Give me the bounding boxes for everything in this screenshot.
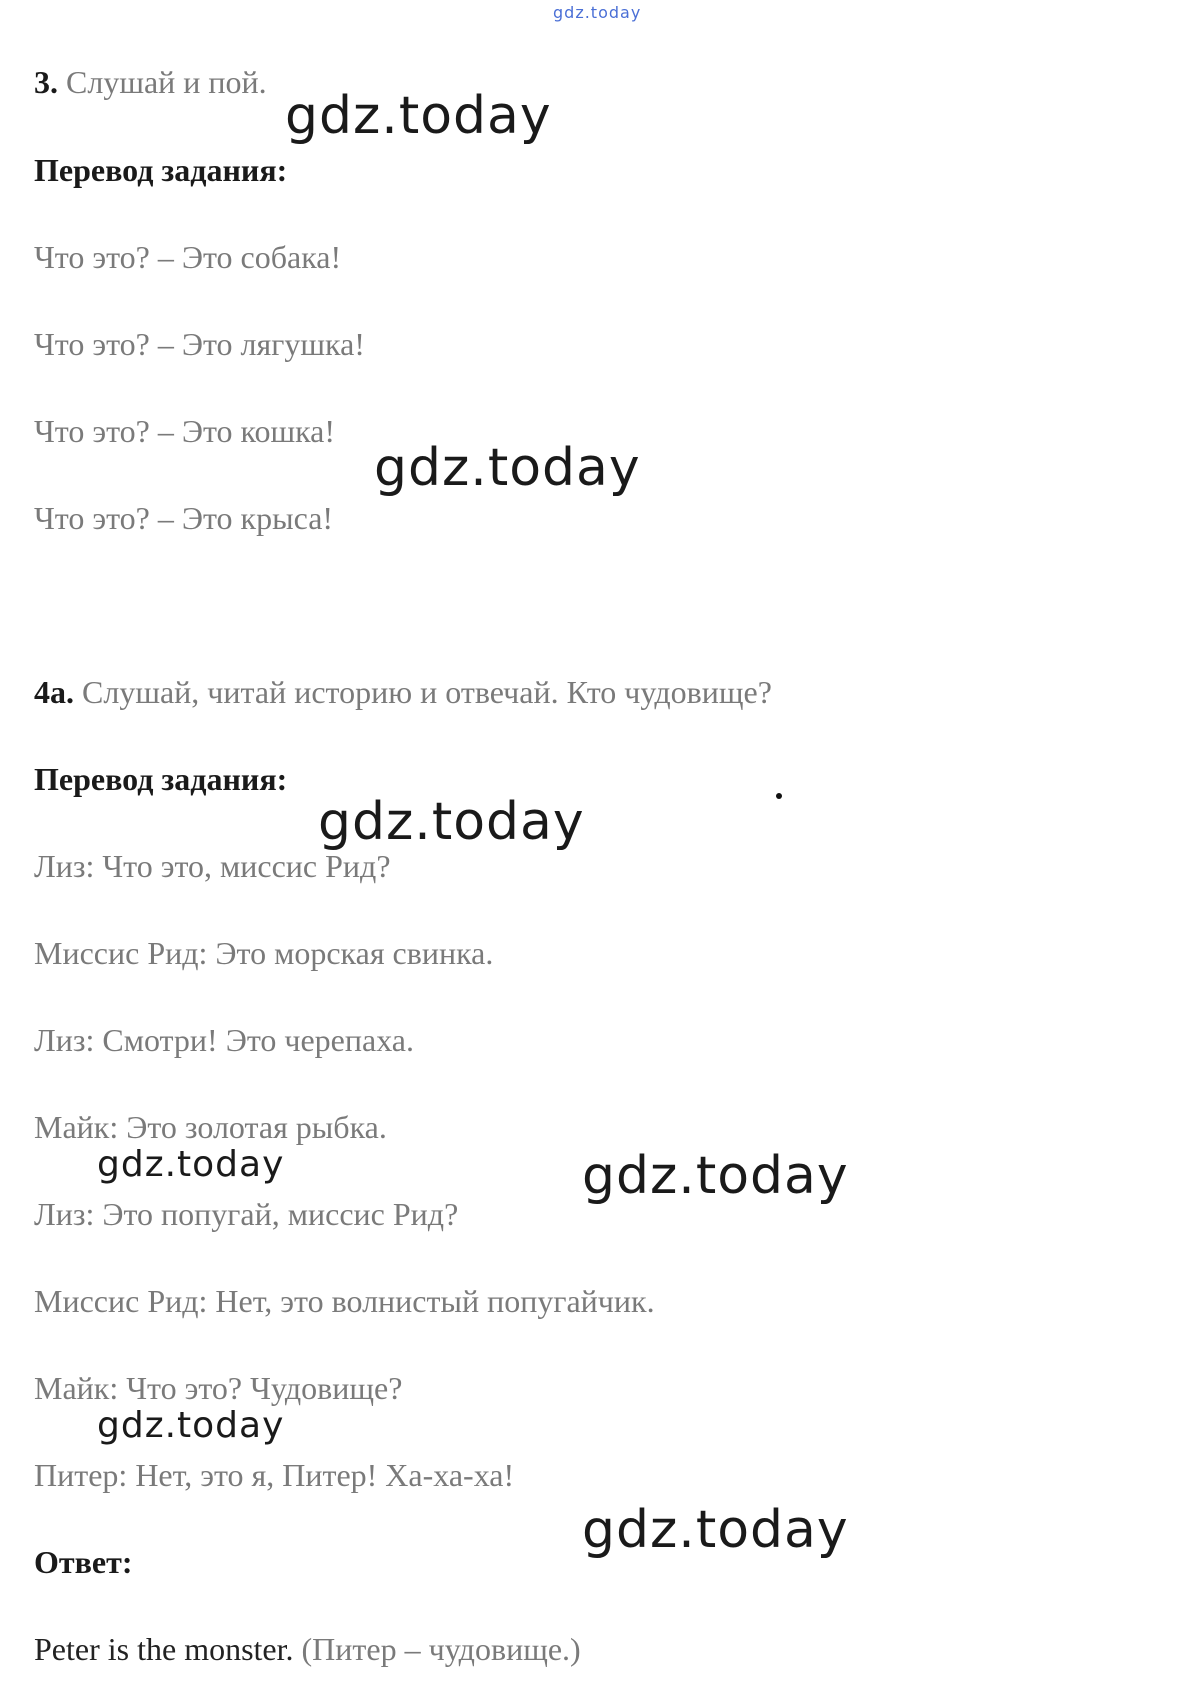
task4a-answer-heading: Ответ: [34,1544,133,1580]
stray-dot [776,793,782,799]
task4a-line-8: Питер: Нет, это я, Питер! Ха-ха-ха! [34,1457,515,1493]
task4a-line-6: Миссис Рид: Нет, это волнистый попугайчик. [34,1283,655,1319]
task4a-line-1: Лиз: Что это, миссис Рид? [34,848,391,884]
task3-translation-heading: Перевод задания: [34,152,288,188]
task3-number: 3. [34,64,58,100]
task4a-line-5: Лиз: Это попугай, миссис Рид? [34,1196,459,1232]
task4a-title [34,672,772,712]
watermark: gdz.today [285,86,552,146]
watermark: gdz.today [97,1144,285,1185]
task4a-answer [34,1629,581,1669]
task4a-line-7: Майк: Что это? Чудовище? [34,1370,403,1406]
task4a-line-4: Майк: Это золотая рыбка. [34,1109,387,1145]
watermark: gdz.today [374,438,641,498]
watermark: gdz.today [582,1146,849,1206]
watermark: gdz.today [318,792,585,852]
task3-line-2: Что это? – Это лягушка! [34,326,365,362]
task3-line-3: Что это? – Это кошка! [34,413,336,449]
task4a-line-2: Миссис Рид: Это морская свинка. [34,935,494,971]
watermark-top: gdz.today [553,3,642,22]
task3-instruction: Слушай и пой. [66,64,267,100]
task3-line-1: Что это? – Это собака! [34,239,342,275]
answer-english: Peter is the monster. [34,1631,294,1667]
answer-russian: (Питер – чудовище.) [301,1631,581,1667]
task3-title [34,62,267,102]
watermark: gdz.today [582,1500,849,1560]
task4a-line-3: Лиз: Смотри! Это черепаха. [34,1022,414,1058]
task4a-number: 4a. [34,674,74,710]
task3-line-4: Что это? – Это крыса! [34,500,334,536]
task4a-translation-heading: Перевод задания: [34,761,288,797]
task4a-instruction: Слушай, читай историю и отвечай. Кто чудовище? [82,674,772,710]
watermark: gdz.today [97,1405,285,1446]
